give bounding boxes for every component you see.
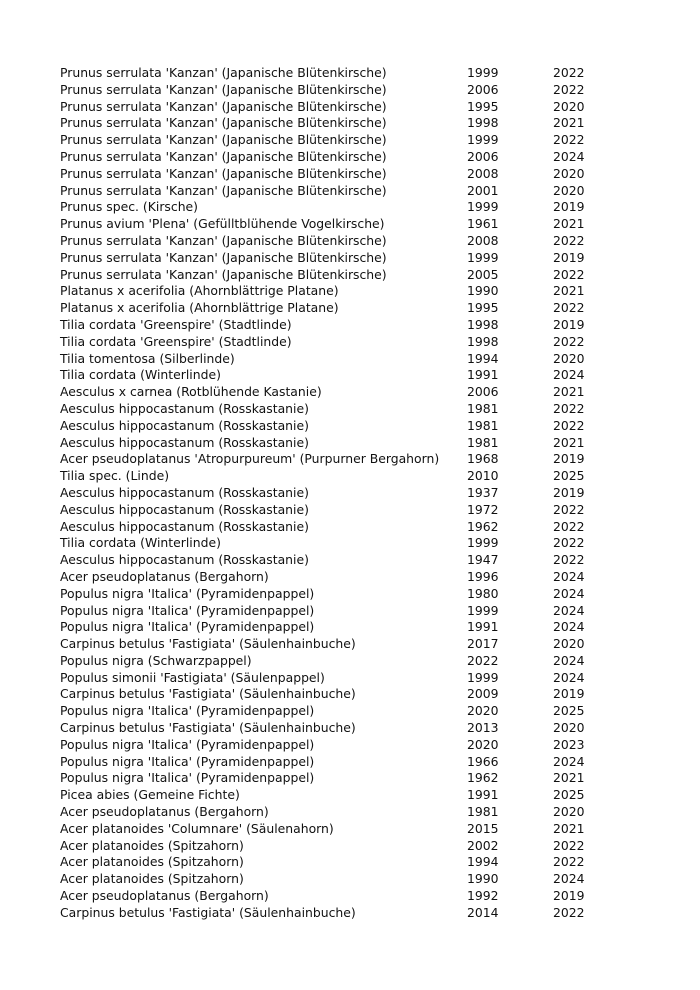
table-row <box>60 149 613 166</box>
inspection-year-cell: 2022 <box>553 417 585 433</box>
planting-year-cell: 2020 <box>467 703 499 719</box>
table-row <box>60 300 613 317</box>
inspection-year-cell: 2020 <box>553 182 585 198</box>
table-row <box>60 619 613 636</box>
inspection-year-cell: 2021 <box>553 283 585 299</box>
table-row <box>60 401 613 418</box>
table-row <box>60 838 613 855</box>
tree-name-cell: Aesculus hippocastanum (Rosskastanie) <box>60 501 309 517</box>
planting-year-cell: 1962 <box>467 518 499 534</box>
planting-year-cell: 2005 <box>467 266 499 282</box>
table-row <box>60 418 613 435</box>
tree-name-cell: Prunus serrulata 'Kanzan' (Japanische Blütenkirsche) <box>60 182 387 198</box>
tree-name-cell: Acer platanoides 'Columnare' (Säulenahorn) <box>60 820 334 836</box>
table-row <box>60 199 613 216</box>
tree-name-cell: Aesculus hippocastanum (Rosskastanie) <box>60 434 309 450</box>
table-row <box>60 250 613 267</box>
planting-year-cell: 1991 <box>467 367 499 383</box>
table-row <box>60 367 613 384</box>
tree-name-cell: Acer pseudoplatanus 'Atropurpureum' (Purpurner Bergahorn) <box>60 451 440 467</box>
planting-year-cell: 1996 <box>467 568 499 584</box>
table-row <box>60 283 613 300</box>
inspection-year-cell: 2022 <box>553 232 585 248</box>
planting-year-cell: 2010 <box>467 468 499 484</box>
table-row <box>60 115 613 132</box>
tree-name-cell: Populus simonii 'Fastigiata' (Säulenpappel) <box>60 669 325 685</box>
inspection-year-cell: 2024 <box>553 148 585 164</box>
table-row <box>60 485 613 502</box>
planting-year-cell: 1994 <box>467 854 499 870</box>
planting-year-cell: 1991 <box>467 619 499 635</box>
planting-year-cell: 1981 <box>467 804 499 820</box>
tree-name-cell: Platanus x acerifolia (Ahornblättrige Platane) <box>60 300 339 316</box>
table-row <box>60 569 613 586</box>
inspection-year-cell: 2022 <box>553 518 585 534</box>
table-row <box>60 451 613 468</box>
table-row <box>60 804 613 821</box>
tree-name-cell: Prunus serrulata 'Kanzan' (Japanische Blütenkirsche) <box>60 249 387 265</box>
planting-year-cell: 2006 <box>467 81 499 97</box>
tree-name-cell: Populus nigra 'Italica' (Pyramidenpappel) <box>60 753 315 769</box>
table-row <box>60 552 613 569</box>
table-row <box>60 603 613 620</box>
table-row <box>60 216 613 233</box>
table-row <box>60 317 613 334</box>
inspection-year-cell: 2019 <box>553 316 585 332</box>
planting-year-cell: 1998 <box>467 115 499 131</box>
tree-name-cell: Populus nigra 'Italica' (Pyramidenpappel) <box>60 619 315 635</box>
tree-name-cell: Platanus x acerifolia (Ahornblättrige Platane) <box>60 283 339 299</box>
planting-year-cell: 2001 <box>467 182 499 198</box>
table-row <box>60 787 613 804</box>
tree-name-cell: Carpinus betulus 'Fastigiata' (Säulenhainbuche) <box>60 720 356 736</box>
tree-name-cell: Populus nigra 'Italica' (Pyramidenpappel) <box>60 602 315 618</box>
inspection-year-cell: 2020 <box>553 804 585 820</box>
inspection-year-cell: 2022 <box>553 132 585 148</box>
tree-name-cell: Acer pseudoplatanus (Bergahorn) <box>60 804 269 820</box>
table-row <box>60 65 613 82</box>
tree-name-cell: Prunus serrulata 'Kanzan' (Japanische Blütenkirsche) <box>60 165 387 181</box>
inspection-year-cell: 2021 <box>553 434 585 450</box>
inspection-year-cell: 2021 <box>553 384 585 400</box>
tree-name-cell: Acer platanoides (Spitzahorn) <box>60 854 244 870</box>
tree-name-cell: Carpinus betulus 'Fastigiata' (Säulenhainbuche) <box>60 686 356 702</box>
planting-year-cell: 2008 <box>467 165 499 181</box>
tree-name-cell: Picea abies (Gemeine Fichte) <box>60 787 240 803</box>
inspection-year-cell: 2019 <box>553 888 585 904</box>
table-row <box>60 99 613 116</box>
inspection-year-cell: 2025 <box>553 703 585 719</box>
planting-year-cell: 1981 <box>467 400 499 416</box>
planting-year-cell: 1999 <box>467 199 499 215</box>
inspection-year-cell: 2022 <box>553 854 585 870</box>
inspection-year-cell: 2025 <box>553 787 585 803</box>
tree-name-cell: Aesculus x carnea (Rotblühende Kastanie) <box>60 384 322 400</box>
tree-name-cell: Populus nigra 'Italica' (Pyramidenpappel) <box>60 770 315 786</box>
table-row <box>60 468 613 485</box>
table-row <box>60 132 613 149</box>
inspection-year-cell: 2022 <box>553 65 585 80</box>
planting-year-cell: 2015 <box>467 820 499 836</box>
inspection-year-cell: 2022 <box>553 837 585 853</box>
inspection-year-cell: 2020 <box>553 165 585 181</box>
inspection-year-cell: 2019 <box>553 484 585 500</box>
inspection-year-cell: 2021 <box>553 216 585 232</box>
tree-name-cell: Prunus serrulata 'Kanzan' (Japanische Blütenkirsche) <box>60 115 387 131</box>
tree-name-cell: Prunus serrulata 'Kanzan' (Japanische Blütenkirsche) <box>60 266 387 282</box>
inspection-year-cell: 2024 <box>553 669 585 685</box>
inspection-year-cell: 2024 <box>553 753 585 769</box>
tree-table <box>60 65 613 922</box>
table-row <box>60 888 613 905</box>
planting-year-cell: 2002 <box>467 837 499 853</box>
inspection-year-cell: 2024 <box>553 585 585 601</box>
table-row <box>60 737 613 754</box>
tree-name-cell: Prunus serrulata 'Kanzan' (Japanische Blütenkirsche) <box>60 232 387 248</box>
planting-year-cell: 2013 <box>467 720 499 736</box>
planting-year-cell: 1995 <box>467 300 499 316</box>
inspection-year-cell: 2021 <box>553 820 585 836</box>
planting-year-cell: 1981 <box>467 434 499 450</box>
inspection-year-cell: 2024 <box>553 602 585 618</box>
tree-name-cell: Tilia tomentosa (Silberlinde) <box>60 350 235 366</box>
table-row <box>60 535 613 552</box>
inspection-year-cell: 2024 <box>553 652 585 668</box>
planting-year-cell: 1968 <box>467 451 499 467</box>
planting-year-cell: 1980 <box>467 585 499 601</box>
inspection-year-cell: 2019 <box>553 686 585 702</box>
planting-year-cell: 2022 <box>467 652 499 668</box>
table-row <box>60 754 613 771</box>
planting-year-cell: 2020 <box>467 736 499 752</box>
inspection-year-cell: 2020 <box>553 636 585 652</box>
planting-year-cell: 1999 <box>467 132 499 148</box>
table-row <box>60 519 613 536</box>
tree-name-cell: Aesculus hippocastanum (Rosskastanie) <box>60 417 309 433</box>
planting-year-cell: 1947 <box>467 552 499 568</box>
planting-year-cell: 1991 <box>467 787 499 803</box>
tree-name-cell: Aesculus hippocastanum (Rosskastanie) <box>60 552 309 568</box>
tree-name-cell: Populus nigra 'Italica' (Pyramidenpappel) <box>60 736 315 752</box>
table-row <box>60 384 613 401</box>
table-row <box>60 502 613 519</box>
tree-name-cell: Populus nigra 'Italica' (Pyramidenpappel) <box>60 703 315 719</box>
table-row <box>60 653 613 670</box>
planting-year-cell: 2006 <box>467 148 499 164</box>
inspection-year-cell: 2022 <box>553 400 585 416</box>
tree-name-cell: Prunus spec. (Kirsche) <box>60 199 199 215</box>
inspection-year-cell: 2020 <box>553 98 585 114</box>
table-row <box>60 166 613 183</box>
planting-year-cell: 1937 <box>467 484 499 500</box>
planting-year-cell: 1981 <box>467 417 499 433</box>
table-row <box>60 720 613 737</box>
tree-name-cell: Prunus serrulata 'Kanzan' (Japanische Blütenkirsche) <box>60 98 387 114</box>
planting-year-cell: 1998 <box>467 333 499 349</box>
table-row <box>60 183 613 200</box>
tree-name-cell: Carpinus betulus 'Fastigiata' (Säulenhainbuche) <box>60 904 356 920</box>
table-row <box>60 871 613 888</box>
planting-year-cell: 1999 <box>467 535 499 551</box>
tree-name-cell: Prunus serrulata 'Kanzan' (Japanische Blütenkirsche) <box>60 148 387 164</box>
inspection-year-cell: 2022 <box>553 552 585 568</box>
inspection-year-cell: 2020 <box>553 720 585 736</box>
table-row <box>60 586 613 603</box>
table-row <box>60 854 613 871</box>
table-row <box>60 233 613 250</box>
planting-year-cell: 1999 <box>467 602 499 618</box>
inspection-year-cell: 2021 <box>553 770 585 786</box>
table-row <box>60 703 613 720</box>
tree-name-cell: Acer pseudoplatanus (Bergahorn) <box>60 568 269 584</box>
inspection-year-cell: 2022 <box>553 904 585 920</box>
tree-name-cell: Tilia spec. (Linde) <box>60 468 170 484</box>
tree-name-cell: Aesculus hippocastanum (Rosskastanie) <box>60 400 309 416</box>
planting-year-cell: 1990 <box>467 871 499 887</box>
table-row <box>60 334 613 351</box>
table-row <box>60 267 613 284</box>
inspection-year-cell: 2023 <box>553 736 585 752</box>
inspection-year-cell: 2022 <box>553 81 585 97</box>
planting-year-cell: 1961 <box>467 216 499 232</box>
inspection-year-cell: 2019 <box>553 249 585 265</box>
inspection-year-cell: 2022 <box>553 333 585 349</box>
table-row <box>60 636 613 653</box>
inspection-year-cell: 2020 <box>553 350 585 366</box>
planting-year-cell: 1994 <box>467 350 499 366</box>
planting-year-cell: 2017 <box>467 636 499 652</box>
inspection-year-cell: 2021 <box>553 115 585 131</box>
table-row <box>60 905 613 922</box>
inspection-year-cell: 2024 <box>553 871 585 887</box>
table-row <box>60 686 613 703</box>
inspection-year-cell: 2024 <box>553 619 585 635</box>
tree-name-cell: Acer platanoides (Spitzahorn) <box>60 837 244 853</box>
tree-name-cell: Acer platanoides (Spitzahorn) <box>60 871 244 887</box>
planting-year-cell: 1999 <box>467 249 499 265</box>
table-row <box>60 821 613 838</box>
tree-name-cell: Aesculus hippocastanum (Rosskastanie) <box>60 518 309 534</box>
tree-name-cell: Prunus serrulata 'Kanzan' (Japanische Blütenkirsche) <box>60 81 387 97</box>
table-row <box>60 351 613 368</box>
tree-name-cell: Carpinus betulus 'Fastigiata' (Säulenhainbuche) <box>60 636 356 652</box>
inspection-year-cell: 2019 <box>553 451 585 467</box>
inspection-year-cell: 2019 <box>553 199 585 215</box>
tree-name-cell: Populus nigra 'Italica' (Pyramidenpappel) <box>60 585 315 601</box>
inspection-year-cell: 2022 <box>553 300 585 316</box>
planting-year-cell: 1999 <box>467 669 499 685</box>
tree-name-cell: Tilia cordata (Winterlinde) <box>60 535 221 551</box>
table-row <box>60 670 613 687</box>
planting-year-cell: 1966 <box>467 753 499 769</box>
tree-name-cell: Prunus avium 'Plena' (Gefülltblühende Vogelkirsche) <box>60 216 385 232</box>
planting-year-cell: 1990 <box>467 283 499 299</box>
inspection-year-cell: 2024 <box>553 568 585 584</box>
tree-table-body <box>60 65 613 922</box>
planting-year-cell: 2009 <box>467 686 499 702</box>
inspection-year-cell: 2024 <box>553 367 585 383</box>
tree-name-cell: Tilia cordata 'Greenspire' (Stadtlinde) <box>60 316 292 332</box>
planting-year-cell: 2008 <box>467 232 499 248</box>
tree-name-cell: Tilia cordata (Winterlinde) <box>60 367 221 383</box>
tree-name-cell: Acer pseudoplatanus (Bergahorn) <box>60 888 269 904</box>
planting-year-cell: 1999 <box>467 65 499 80</box>
tree-name-cell: Populus nigra (Schwarzpappel) <box>60 652 252 668</box>
planting-year-cell: 2014 <box>467 904 499 920</box>
planting-year-cell: 2006 <box>467 384 499 400</box>
planting-year-cell: 1998 <box>467 316 499 332</box>
table-row <box>60 82 613 99</box>
inspection-year-cell: 2025 <box>553 468 585 484</box>
tree-name-cell: Prunus serrulata 'Kanzan' (Japanische Blütenkirsche) <box>60 132 387 148</box>
planting-year-cell: 1962 <box>467 770 499 786</box>
planting-year-cell: 1972 <box>467 501 499 517</box>
table-row <box>60 435 613 452</box>
table-row <box>60 770 613 787</box>
tree-name-cell: Aesculus hippocastanum (Rosskastanie) <box>60 484 309 500</box>
tree-name-cell: Prunus serrulata 'Kanzan' (Japanische Blütenkirsche) <box>60 65 387 80</box>
inspection-year-cell: 2022 <box>553 535 585 551</box>
inspection-year-cell: 2022 <box>553 266 585 282</box>
planting-year-cell: 1995 <box>467 98 499 114</box>
planting-year-cell: 1992 <box>467 888 499 904</box>
tree-name-cell: Tilia cordata 'Greenspire' (Stadtlinde) <box>60 333 292 349</box>
inspection-year-cell: 2022 <box>553 501 585 517</box>
